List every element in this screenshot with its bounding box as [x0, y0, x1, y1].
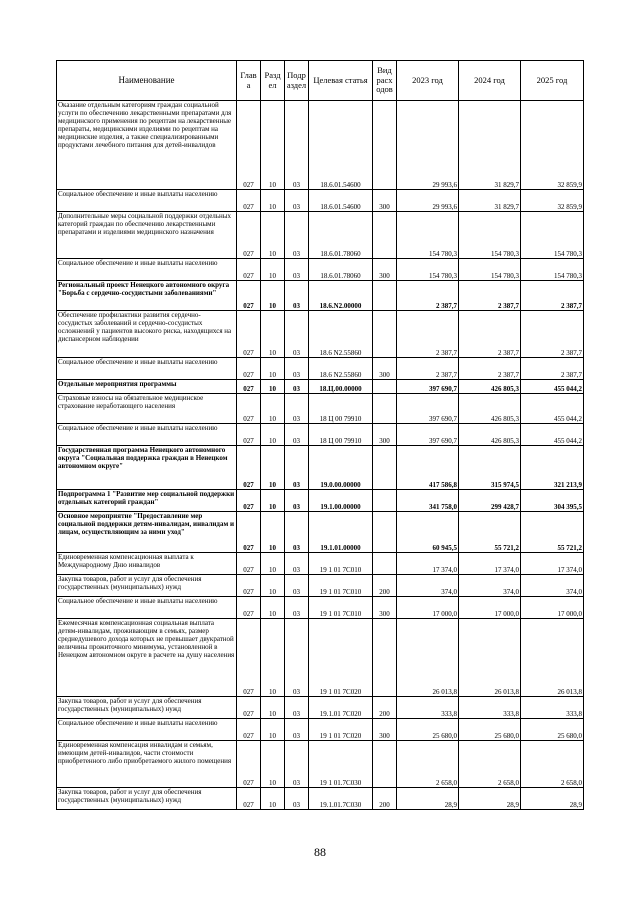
table-row: [57, 741, 584, 788]
row-glava: 027: [237, 597, 261, 619]
row-glava: 027: [237, 512, 261, 553]
row-target-article: 19 1 01 7C010: [309, 575, 373, 597]
row-name: Региональный проект Ненецкого автономного округа "Борьба с сердечно-сосудистыми заболеваниями": [57, 281, 237, 311]
row-name: Социальное обеспечение и иные выплаты населению: [57, 358, 237, 380]
row-razdel: 10: [261, 259, 285, 281]
row-expense-type: [373, 101, 397, 190]
header-expense-type: Вид расх одов: [373, 61, 397, 101]
row-2025: 304 395,5: [521, 490, 584, 512]
row-2023: 26 013,8: [397, 619, 459, 697]
row-expense-type: [373, 619, 397, 697]
row-expense-type: [373, 281, 397, 311]
row-target-article: 19.1.00.00000: [309, 490, 373, 512]
row-2023: 397 690,7: [397, 394, 459, 424]
row-expense-type: [373, 380, 397, 394]
row-name: Обеспечение профилактики развития сердечно-сосудистых заболеваний и сердечно-сосудистых осложнений у пациентов высокого риска, находящихся на диспансерном наблюдении: [57, 311, 237, 358]
table-row: [57, 281, 584, 311]
row-2023: 341 758,0: [397, 490, 459, 512]
row-2025: 55 721,2: [521, 512, 584, 553]
row-2023: 154 780,3: [397, 212, 459, 259]
budget-table: [56, 60, 584, 810]
row-glava: 027: [237, 553, 261, 575]
row-podrazdel: 03: [285, 380, 309, 394]
row-target-article: 18 Ц 00 79910: [309, 424, 373, 446]
row-name: Социальное обеспечение и иные выплаты населению: [57, 424, 237, 446]
row-glava: 027: [237, 190, 261, 212]
header-2025: 2025 год: [521, 61, 584, 101]
row-razdel: 10: [261, 311, 285, 358]
row-2024: 299 428,7: [459, 490, 521, 512]
row-glava: 027: [237, 394, 261, 424]
row-razdel: 10: [261, 490, 285, 512]
row-2025: 32 859,9: [521, 101, 584, 190]
row-2025: 28,9: [521, 788, 584, 810]
row-razdel: 10: [261, 575, 285, 597]
row-2025: 17 374,0: [521, 553, 584, 575]
row-2023: 417 586,8: [397, 446, 459, 490]
row-2024: 17 000,0: [459, 597, 521, 619]
row-expense-type: [373, 741, 397, 788]
row-expense-type: [373, 490, 397, 512]
table-row: [57, 424, 584, 446]
row-podrazdel: 03: [285, 259, 309, 281]
table-row: [57, 311, 584, 358]
row-target-article: 18.6.N2.00000: [309, 281, 373, 311]
row-razdel: 10: [261, 719, 285, 741]
row-2024: 17 374,0: [459, 553, 521, 575]
row-target-article: 18.6.01.78060: [309, 212, 373, 259]
row-2024: 55 721,2: [459, 512, 521, 553]
row-expense-type: 300: [373, 358, 397, 380]
row-name: Социальное обеспечение и иные выплаты населению: [57, 719, 237, 741]
row-name: Страховые взносы на обязательное медицинское страхование неработающего населения: [57, 394, 237, 424]
table-row: [57, 490, 584, 512]
row-target-article: 18.Ц.00.00000: [309, 380, 373, 394]
row-podrazdel: 03: [285, 212, 309, 259]
row-2025: 374,0: [521, 575, 584, 597]
row-expense-type: [373, 512, 397, 553]
row-2025: 321 213,9: [521, 446, 584, 490]
table-row: [57, 697, 584, 719]
row-2025: 455 044,2: [521, 424, 584, 446]
row-podrazdel: 03: [285, 490, 309, 512]
row-glava: 027: [237, 259, 261, 281]
row-target-article: 18.6 N2.55860: [309, 311, 373, 358]
row-2025: 2 658,0: [521, 741, 584, 788]
row-expense-type: [373, 446, 397, 490]
row-name: Основное мероприятие "Предоставление мер социальной поддержки детям-инвалидам, инвалидам и лицам, осуществляющим за ними уход": [57, 512, 237, 553]
row-expense-type: 200: [373, 788, 397, 810]
row-2025: 2 387,7: [521, 281, 584, 311]
row-target-article: 19 1 01 7C020: [309, 619, 373, 697]
row-expense-type: 300: [373, 259, 397, 281]
table-row: [57, 259, 584, 281]
row-name: Отдельные мероприятия программы: [57, 380, 237, 394]
row-expense-type: 300: [373, 597, 397, 619]
row-glava: 027: [237, 424, 261, 446]
row-name: Подпрограмма 1 "Развитие мер социальной поддержки отдельных категорий граждан": [57, 490, 237, 512]
row-target-article: 19.0.00.00000: [309, 446, 373, 490]
row-2025: 32 859,9: [521, 190, 584, 212]
row-name: Закупка товаров, работ и услуг для обеспечения государственных (муниципальных) нужд: [57, 697, 237, 719]
header-2023: 2023 год: [397, 61, 459, 101]
row-podrazdel: 03: [285, 697, 309, 719]
row-glava: 027: [237, 311, 261, 358]
row-target-article: 18.6.01.54600: [309, 101, 373, 190]
row-target-article: 18.6 N2.55860: [309, 358, 373, 380]
row-glava: 027: [237, 697, 261, 719]
page-number: 88: [314, 845, 326, 859]
row-razdel: 10: [261, 281, 285, 311]
row-podrazdel: 03: [285, 788, 309, 810]
row-2024: 31 829,7: [459, 190, 521, 212]
table-header-row: [57, 61, 584, 101]
header-target-article: Целевая статья: [309, 61, 373, 101]
row-2023: 2 387,7: [397, 311, 459, 358]
row-2024: 426 805,3: [459, 380, 521, 394]
row-podrazdel: 03: [285, 619, 309, 697]
row-name: Оказание отдельным категориям граждан социальной услуги по обеспечению лекарственными препаратами для медицинского применения по рецептам на лекарственные препараты, медицинскими изделиями по рецептам на медицинские изделия, а также специализированными продуктами лечебного питания для детей-инвалидов: [57, 101, 237, 190]
row-2024: 154 780,3: [459, 259, 521, 281]
row-2023: 29 993,6: [397, 190, 459, 212]
row-2025: 2 387,7: [521, 358, 584, 380]
row-glava: 027: [237, 490, 261, 512]
row-2025: 333,8: [521, 697, 584, 719]
table-row: [57, 190, 584, 212]
row-razdel: 10: [261, 619, 285, 697]
row-2025: 2 387,7: [521, 311, 584, 358]
row-razdel: 10: [261, 424, 285, 446]
row-name: Единовременная компенсация инвалидам и семьям, имеющим детей-инвалидов, части стоимости приобретенного либо приобретаемого жилого помещения: [57, 741, 237, 788]
table-row: [57, 380, 584, 394]
table-row: [57, 101, 584, 190]
row-2024: 315 974,5: [459, 446, 521, 490]
row-2024: 2 387,7: [459, 311, 521, 358]
table-row: [57, 575, 584, 597]
row-target-article: 19.1.01.00000: [309, 512, 373, 553]
row-podrazdel: 03: [285, 446, 309, 490]
row-razdel: 10: [261, 380, 285, 394]
row-2024: 426 805,3: [459, 394, 521, 424]
table-row: [57, 394, 584, 424]
row-glava: 027: [237, 281, 261, 311]
row-razdel: 10: [261, 788, 285, 810]
row-2025: 455 044,2: [521, 394, 584, 424]
header-2024: 2024 год: [459, 61, 521, 101]
row-2023: 2 387,7: [397, 358, 459, 380]
table-row: [57, 788, 584, 810]
row-razdel: 10: [261, 446, 285, 490]
row-target-article: 19 1 01 7C020: [309, 719, 373, 741]
row-razdel: 10: [261, 358, 285, 380]
row-expense-type: [373, 394, 397, 424]
row-podrazdel: 03: [285, 512, 309, 553]
row-2024: 333,8: [459, 697, 521, 719]
row-2023: 17 000,0: [397, 597, 459, 619]
row-razdel: 10: [261, 190, 285, 212]
row-2024: 31 829,7: [459, 101, 521, 190]
table-row: [57, 212, 584, 259]
row-target-article: 19 1 01 7C010: [309, 553, 373, 575]
table-row: [57, 553, 584, 575]
row-podrazdel: 03: [285, 101, 309, 190]
row-2023: 2 658,0: [397, 741, 459, 788]
row-2025: 26 013,8: [521, 619, 584, 697]
row-2023: 154 780,3: [397, 259, 459, 281]
row-glava: 027: [237, 212, 261, 259]
row-razdel: 10: [261, 394, 285, 424]
row-glava: 027: [237, 741, 261, 788]
row-name: Закупка товаров, работ и услуг для обеспечения государственных (муниципальных) нужд: [57, 788, 237, 810]
row-expense-type: [373, 212, 397, 259]
row-2023: 397 690,7: [397, 380, 459, 394]
row-name: Закупка товаров, работ и услуг для обеспечения государственных (муниципальных) нужд: [57, 575, 237, 597]
row-2023: 60 945,5: [397, 512, 459, 553]
row-target-article: 19 1 01 7C010: [309, 597, 373, 619]
row-glava: 027: [237, 358, 261, 380]
table-row: [57, 619, 584, 697]
row-glava: 027: [237, 788, 261, 810]
header-glava: Глав а: [237, 61, 261, 101]
row-name: Социальное обеспечение и иные выплаты населению: [57, 259, 237, 281]
row-podrazdel: 03: [285, 424, 309, 446]
row-target-article: 19 1 01.7C030: [309, 741, 373, 788]
row-glava: 027: [237, 619, 261, 697]
row-2024: 28,9: [459, 788, 521, 810]
row-target-article: 19.1.01 7C020: [309, 697, 373, 719]
row-razdel: 10: [261, 697, 285, 719]
row-name: Дополнительные меры социальной поддержки отдельных категорий граждан по обеспечению лекарственными препаратами и изделиями медицинского назначения: [57, 212, 237, 259]
table-row: [57, 597, 584, 619]
row-razdel: 10: [261, 597, 285, 619]
row-expense-type: 300: [373, 719, 397, 741]
row-razdel: 10: [261, 101, 285, 190]
row-podrazdel: 03: [285, 553, 309, 575]
row-2024: 374,0: [459, 575, 521, 597]
row-podrazdel: 03: [285, 741, 309, 788]
row-2025: 154 780,3: [521, 212, 584, 259]
row-2024: 26 013,8: [459, 619, 521, 697]
row-glava: 027: [237, 380, 261, 394]
row-podrazdel: 03: [285, 358, 309, 380]
row-2024: 154 780,3: [459, 212, 521, 259]
row-2024: 2 387,7: [459, 281, 521, 311]
row-2023: 2 387,7: [397, 281, 459, 311]
row-name: Государственная программа Ненецкого автономного округа "Социальная поддержка граждан в Ненецком автономном округе": [57, 446, 237, 490]
row-2024: 426 805,3: [459, 424, 521, 446]
row-target-article: 18 Ц 00 79910: [309, 394, 373, 424]
row-razdel: 10: [261, 553, 285, 575]
row-glava: 027: [237, 446, 261, 490]
header-podrazdel: Подр аздел: [285, 61, 309, 101]
row-name: Социальное обеспечение и иные выплаты населению: [57, 190, 237, 212]
row-expense-type: 200: [373, 575, 397, 597]
row-razdel: 10: [261, 512, 285, 553]
row-target-article: 18.6.01.54600: [309, 190, 373, 212]
row-podrazdel: 03: [285, 190, 309, 212]
row-expense-type: [373, 553, 397, 575]
header-name: Наименование: [57, 61, 237, 101]
row-2025: 25 680,0: [521, 719, 584, 741]
row-podrazdel: 03: [285, 597, 309, 619]
row-glava: 027: [237, 719, 261, 741]
row-2024: 2 387,7: [459, 358, 521, 380]
row-2023: 333,8: [397, 697, 459, 719]
row-expense-type: 300: [373, 424, 397, 446]
row-name: Социальное обеспечение и иные выплаты населению: [57, 597, 237, 619]
table-row: [57, 512, 584, 553]
row-podrazdel: 03: [285, 311, 309, 358]
row-2023: 29 993,6: [397, 101, 459, 190]
row-podrazdel: 03: [285, 719, 309, 741]
table-row: [57, 719, 584, 741]
row-2025: 455 044,2: [521, 380, 584, 394]
row-glava: 027: [237, 575, 261, 597]
row-2023: 28,9: [397, 788, 459, 810]
row-target-article: 19.1.01.7C030: [309, 788, 373, 810]
row-name: Ежемесячная компенсационная социальная выплата детям-инвалидам, проживающим в семьях, размер среднедушевого дохода которых не превышает двукратной величины прожиточного минимума, установленной в Ненецком автономном округе в расчете на душу населения: [57, 619, 237, 697]
row-glava: 027: [237, 101, 261, 190]
header-razdel: Разд ел: [261, 61, 285, 101]
row-expense-type: [373, 311, 397, 358]
row-2023: 17 374,0: [397, 553, 459, 575]
table-body: [57, 101, 584, 810]
row-expense-type: 200: [373, 697, 397, 719]
row-target-article: 18.6.01.78060: [309, 259, 373, 281]
row-podrazdel: 03: [285, 575, 309, 597]
row-razdel: 10: [261, 741, 285, 788]
table-row: [57, 358, 584, 380]
row-2025: 17 000,0: [521, 597, 584, 619]
row-2023: 374,0: [397, 575, 459, 597]
table-row: [57, 446, 584, 490]
row-expense-type: 300: [373, 190, 397, 212]
row-podrazdel: 03: [285, 394, 309, 424]
row-2023: 25 680,0: [397, 719, 459, 741]
row-name: Единовременная компенсационная выплата к Международному Дню инвалидов: [57, 553, 237, 575]
row-2023: 397 690,7: [397, 424, 459, 446]
row-2024: 2 658,0: [459, 741, 521, 788]
row-razdel: 10: [261, 212, 285, 259]
row-podrazdel: 03: [285, 281, 309, 311]
row-2025: 154 780,3: [521, 259, 584, 281]
row-2024: 25 680,0: [459, 719, 521, 741]
